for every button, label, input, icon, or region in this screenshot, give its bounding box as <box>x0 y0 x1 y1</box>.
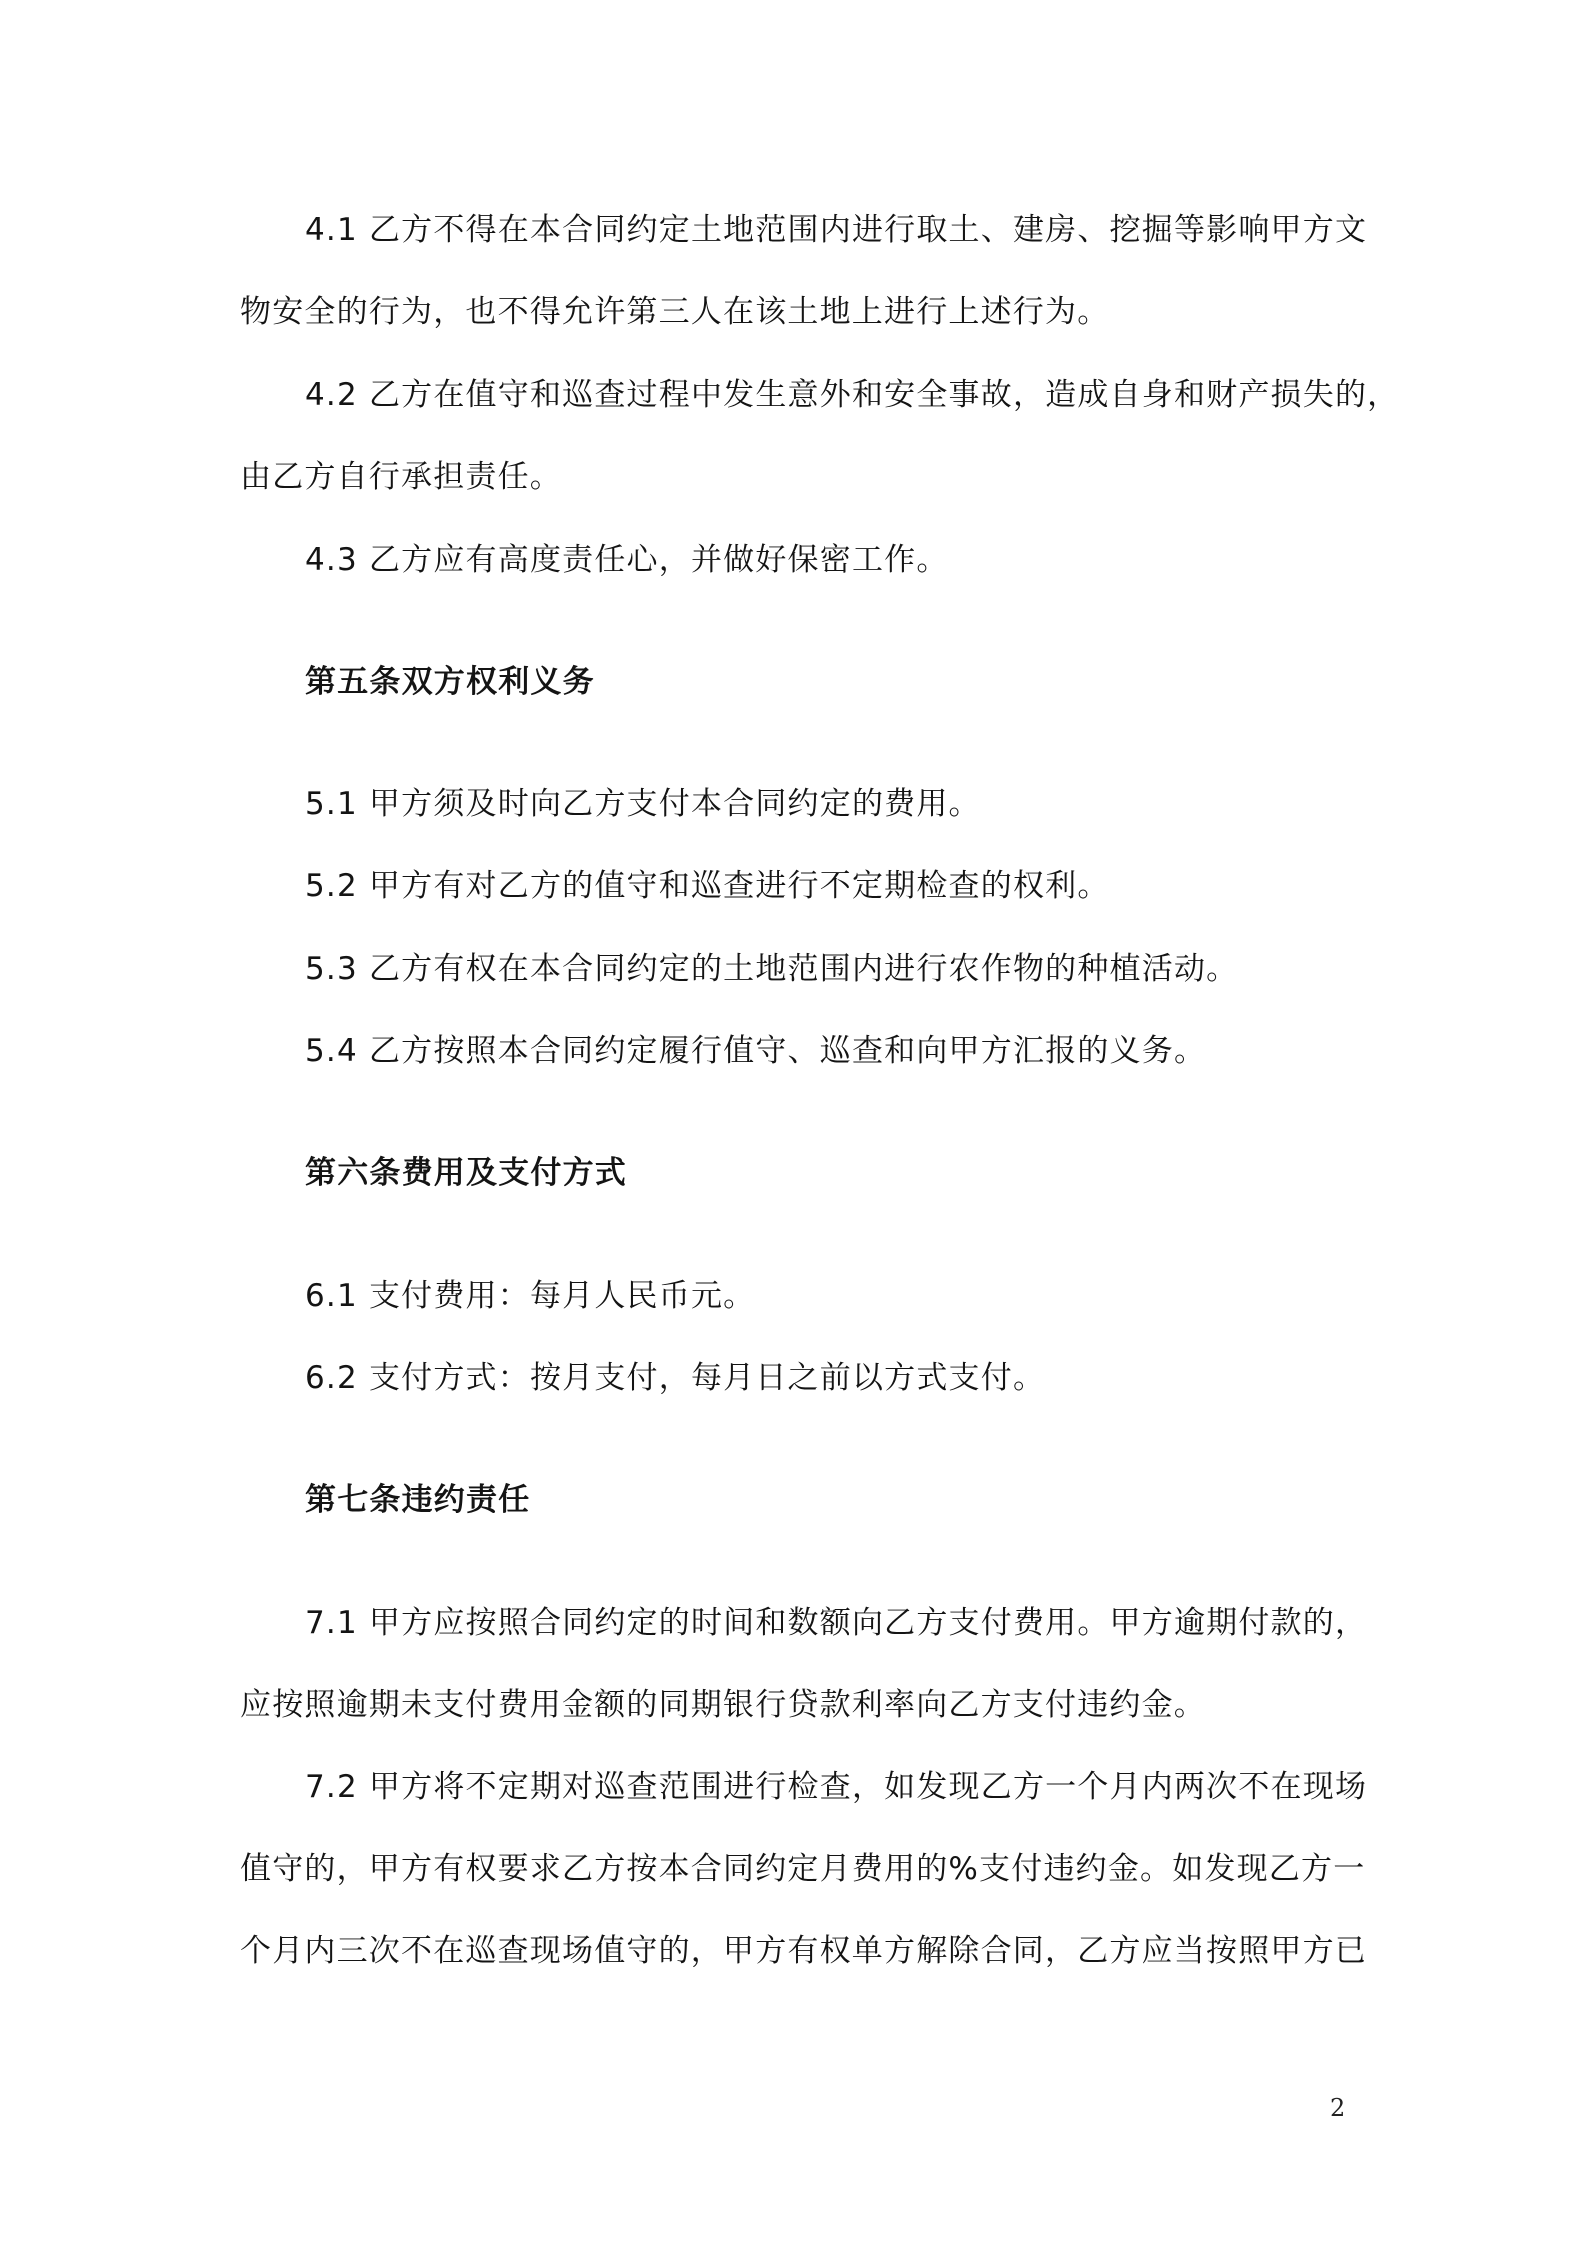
clause-4-2-line-1: 4.2 乙方在值守和巡查过程中发生意外和安全事故，造成自身和财产损失的， <box>305 377 1400 413</box>
article-7-heading: 第七条违约责任 <box>305 1482 531 1518</box>
clause-7-2-line-3: 个月内三次不在巡查现场值守的，甲方有权单方解除合同，乙方应当按照甲方已 <box>240 1933 1367 1969</box>
clause-5-3: 5.3 乙方有权在本合同约定的土地范围内进行农作物的种植活动。 <box>305 951 1239 987</box>
clause-7-1-line-1: 7.1 甲方应按照合同约定的时间和数额向乙方支付费用。甲方逾期付款的， <box>305 1605 1368 1641</box>
clause-7-1-line-2: 应按照逾期未支付费用金额的同期银行贷款利率向乙方支付违约金。 <box>240 1687 1206 1723</box>
page-number: 2 <box>1330 2094 1346 2122</box>
clause-7-2-line-1: 7.2 甲方将不定期对巡查范围进行检查，如发现乙方一个月内两次不在现场 <box>305 1769 1368 1805</box>
clause-5-1: 5.1 甲方须及时向乙方支付本合同约定的费用。 <box>305 786 981 822</box>
clause-4-3: 4.3 乙方应有高度责任心，并做好保密工作。 <box>305 542 949 578</box>
clause-7-2-line-2: 值守的，甲方有权要求乙方按本合同约定月费用的%支付违约金。如发现乙方一 <box>240 1851 1366 1887</box>
clause-4-2-line-2: 由乙方自行承担责任。 <box>240 459 562 495</box>
clause-4-1-line-1: 4.1 乙方不得在本合同约定土地范围内进行取土、建房、挖掘等影响甲方文 <box>305 212 1368 248</box>
article-6-heading: 第六条费用及支付方式 <box>305 1155 627 1191</box>
clause-5-2: 5.2 甲方有对乙方的值守和巡查进行不定期检查的权利。 <box>305 868 1110 904</box>
article-5-heading: 第五条双方权利义务 <box>305 664 595 700</box>
clause-4-1-line-2: 物安全的行为，也不得允许第三人在该土地上进行上述行为。 <box>240 294 1110 330</box>
clause-6-2: 6.2 支付方式：按月支付，每月日之前以方式支付。 <box>305 1360 1046 1396</box>
clause-6-1: 6.1 支付费用：每月人民币元。 <box>305 1278 756 1314</box>
clause-5-4: 5.4 乙方按照本合同约定履行值守、巡查和向甲方汇报的义务。 <box>305 1033 1207 1069</box>
